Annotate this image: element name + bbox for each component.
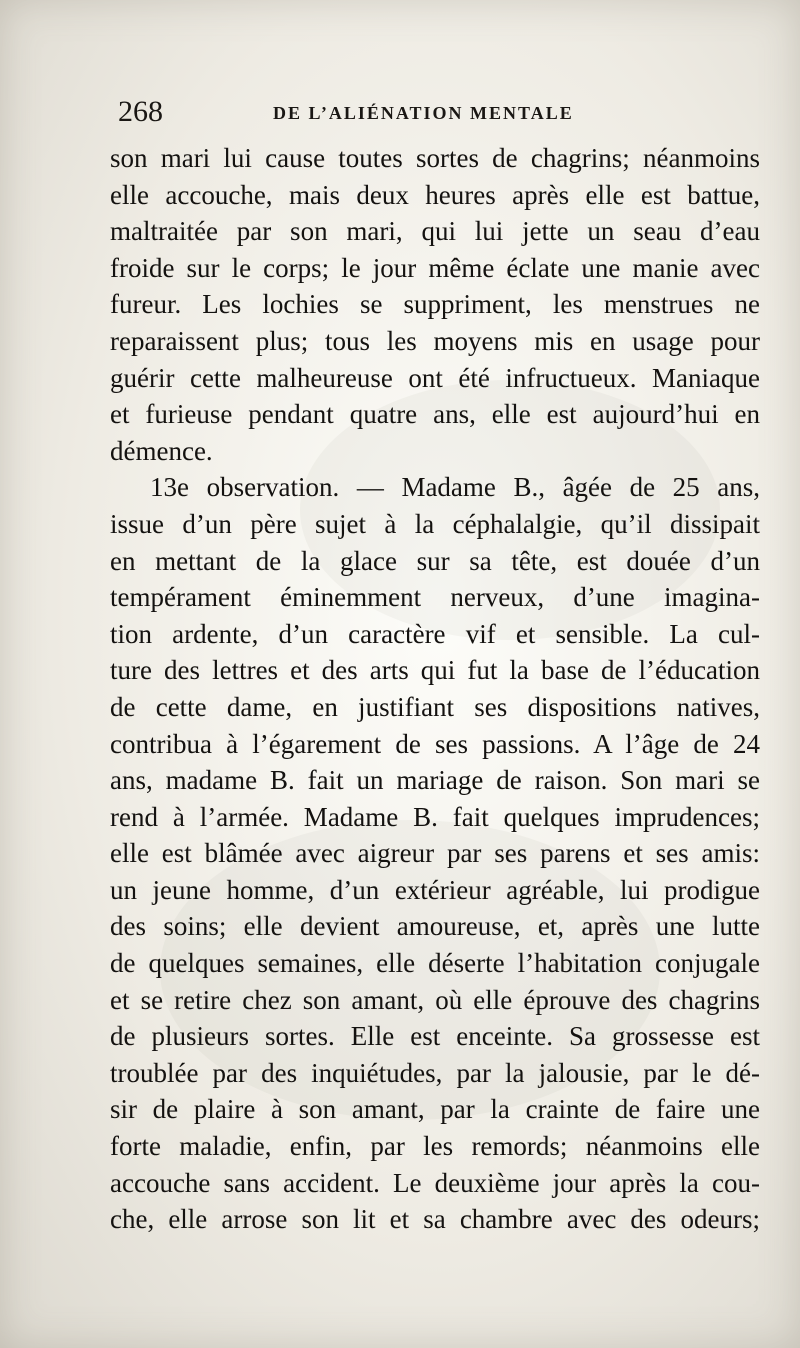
text-line: sir de plaire à son amant, par la crainte de faire une [110, 1094, 760, 1125]
text-line: froide sur le corps; le jour même éclate une manie avec [110, 252, 760, 283]
page-header [118, 92, 718, 132]
text-line: issue d’un père sujet à la céphalalgie, qu’il dissipait [110, 508, 760, 539]
text-line: de quelques semaines, elle déserte l’habitation conjugale [110, 948, 760, 979]
text-line: che, elle arrose son lit et sa chambre avec des odeurs; [110, 1204, 760, 1235]
text-line: démence. [110, 435, 213, 466]
text-line: maltraitée par son mari, qui lui jette un seau d’eau [110, 216, 760, 247]
text-line: accouche sans accident. Le deuxième jour après la cou- [110, 1167, 760, 1198]
text-line: tion ardente, d’un caractère vif et sensible. La cul- [110, 618, 760, 649]
text-line: et furieuse pendant quatre ans, elle est aujourd’hui en [110, 399, 760, 430]
text-line: reparaissent plus; tous les moyens mis en usage pour [110, 325, 760, 356]
text-line: de cette dame, en justifiant ses dispositions natives, [110, 691, 760, 722]
text-line: fureur. Les lochies se suppriment, les menstrues ne [110, 289, 760, 320]
text-line: ans, madame B. fait un mariage de raison. Son mari se [110, 765, 760, 796]
text-line: et se retire chez son amant, où elle éprouve des chagrins [110, 984, 760, 1015]
text-line: son mari lui cause toutes sortes de chagrins; néanmoins [110, 143, 760, 173]
text-line: tempérament éminemment nerveux, d’une imagina- [110, 582, 760, 613]
running-head: DE L’ALIÉNATION MENTALE [273, 103, 574, 123]
text-line: 13e observation. — Madame B., âgée de 25 ans, [150, 472, 760, 503]
text-line: elle est blâmée avec aigreur par ses parens et ses amis: [110, 838, 760, 869]
text-line: forte maladie, enfin, par les remords; néanmoins elle [110, 1131, 760, 1162]
text-line: de plusieurs sortes. Elle est enceinte. Sa grossesse est [110, 1021, 760, 1052]
text-line: un jeune homme, d’un extérieur agréable, lui prodigue [110, 874, 760, 905]
text-line: ture des lettres et des arts qui fut la base de l’éducation [110, 655, 760, 686]
text-line: rend à l’armée. Madame B. fait quelques imprudences; [110, 801, 760, 832]
body-text [110, 140, 760, 1238]
text-line: elle accouche, mais deux heures après elle est battue, [110, 179, 760, 210]
text-line: des soins; elle devient amoureuse, et, après une lutte [110, 911, 760, 942]
text-line: en mettant de la glace sur sa tête, est douée d’un [110, 545, 760, 576]
text-line: contribua à l’égarement de ses passions. A l’âge de 24 [110, 728, 760, 759]
text-line: troublée par des inquiétudes, par la jalousie, par le dé- [110, 1057, 760, 1088]
page-number: 268 [118, 95, 163, 128]
text-line: guérir cette malheureuse ont été infructueux. Maniaque [110, 362, 760, 393]
